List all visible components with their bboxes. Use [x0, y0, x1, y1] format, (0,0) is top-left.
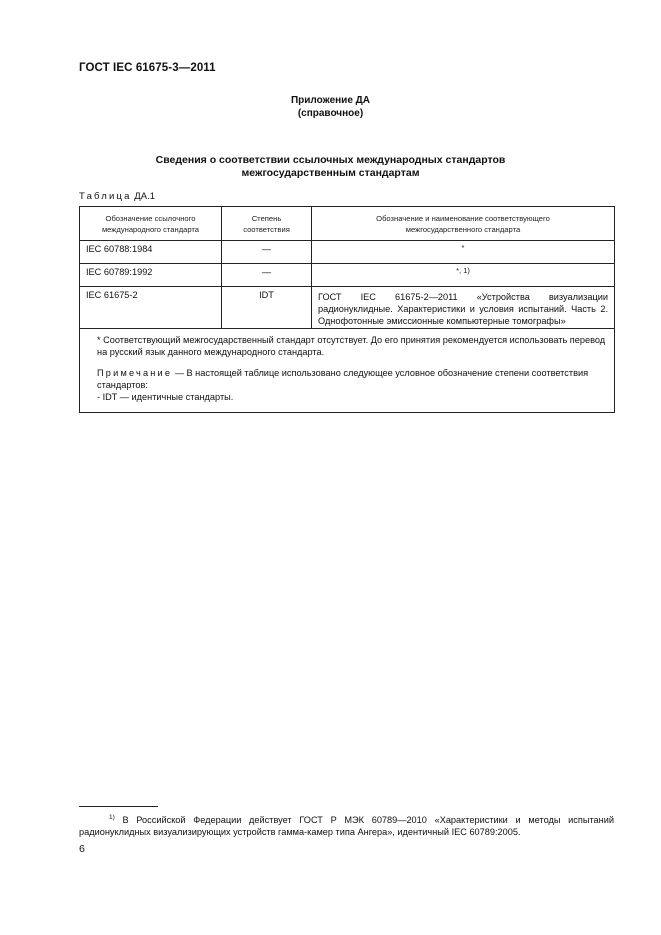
column-header-national-line-2: межгосударственного стандарта: [405, 224, 521, 234]
cell-reference: IEC 60788:1984: [80, 241, 222, 264]
cell-degree: —: [222, 264, 312, 287]
asterisk-note: * Соответствующий межгосударственный стандарт отсутствует. До его принятия рекомендуется использовать перевод на русский язык данного международного стандарта.: [97, 335, 606, 357]
cell-reference: IEC 60789:1992: [80, 264, 222, 287]
section-heading-line-2: межгосударственным стандартам: [241, 167, 420, 179]
note-paragraph: [87, 367, 607, 391]
cell-national: *, 1): [312, 264, 615, 287]
idt-legend-item: - IDT — идентичные стандарты.: [97, 392, 234, 402]
table-caption-id: ДА.1: [134, 191, 155, 202]
table-notes-row: [80, 329, 615, 413]
footnote-text: В Российской Федерации действует ГОСТ Р МЭК 60789—2010 «Характеристики и методы испытаний радионуклидных визуализирующих устройств гамма-камер типа Ангера», идентичный IEC 60789:2005.: [79, 815, 614, 837]
correspondence-table: [79, 206, 615, 413]
table-row: [80, 241, 615, 264]
note-label: Примечание: [97, 368, 173, 378]
cell-degree: IDT: [222, 287, 312, 329]
column-header-national-line-1: Обозначение и наименование соответствующего: [376, 213, 550, 223]
section-heading-line-1: Сведения о соответствии ссылочных международных стандартов: [155, 154, 506, 166]
table-header-row: [80, 207, 615, 241]
column-header-reference: [80, 207, 222, 241]
annex-title: Приложение ДА: [290, 95, 371, 106]
footnote: [79, 814, 614, 838]
footnote-mark: 1): [109, 813, 115, 821]
table-caption-word: Таблица: [79, 191, 132, 202]
table-row: [80, 287, 615, 329]
cell-degree: —: [222, 241, 312, 264]
column-header-degree-line-1: Степень: [251, 213, 282, 223]
column-header-degree: [222, 207, 312, 241]
table-notes: [80, 329, 615, 413]
table-caption: [79, 191, 155, 202]
note-text: — В настоящей таблице использовано следующее условное обозначение степени соответствия стандартов:: [97, 368, 589, 390]
column-header-national: [312, 207, 615, 241]
footnote-divider: [79, 806, 158, 807]
cell-reference: IEC 61675-2: [80, 287, 222, 329]
table-row: [80, 264, 615, 287]
document-code: ГОСТ IEC 61675-3—2011: [79, 62, 216, 74]
annex-subtitle: (справочное): [297, 108, 364, 119]
cell-national: ГОСТ IEC 61675-2—2011 «Устройства визуализации радионуклидные. Характеристики и условия испытаний. Часть 2. Однофотонные эмиссионные компьютерные томографы»: [312, 287, 615, 329]
column-header-degree-line-2: соответствия: [243, 224, 290, 234]
column-header-reference-line-1: Обозначение ссылочного: [105, 213, 196, 223]
page-number: 6: [79, 843, 85, 855]
column-header-reference-line-2: международного стандарта: [101, 224, 200, 234]
cell-national: *: [312, 241, 615, 264]
